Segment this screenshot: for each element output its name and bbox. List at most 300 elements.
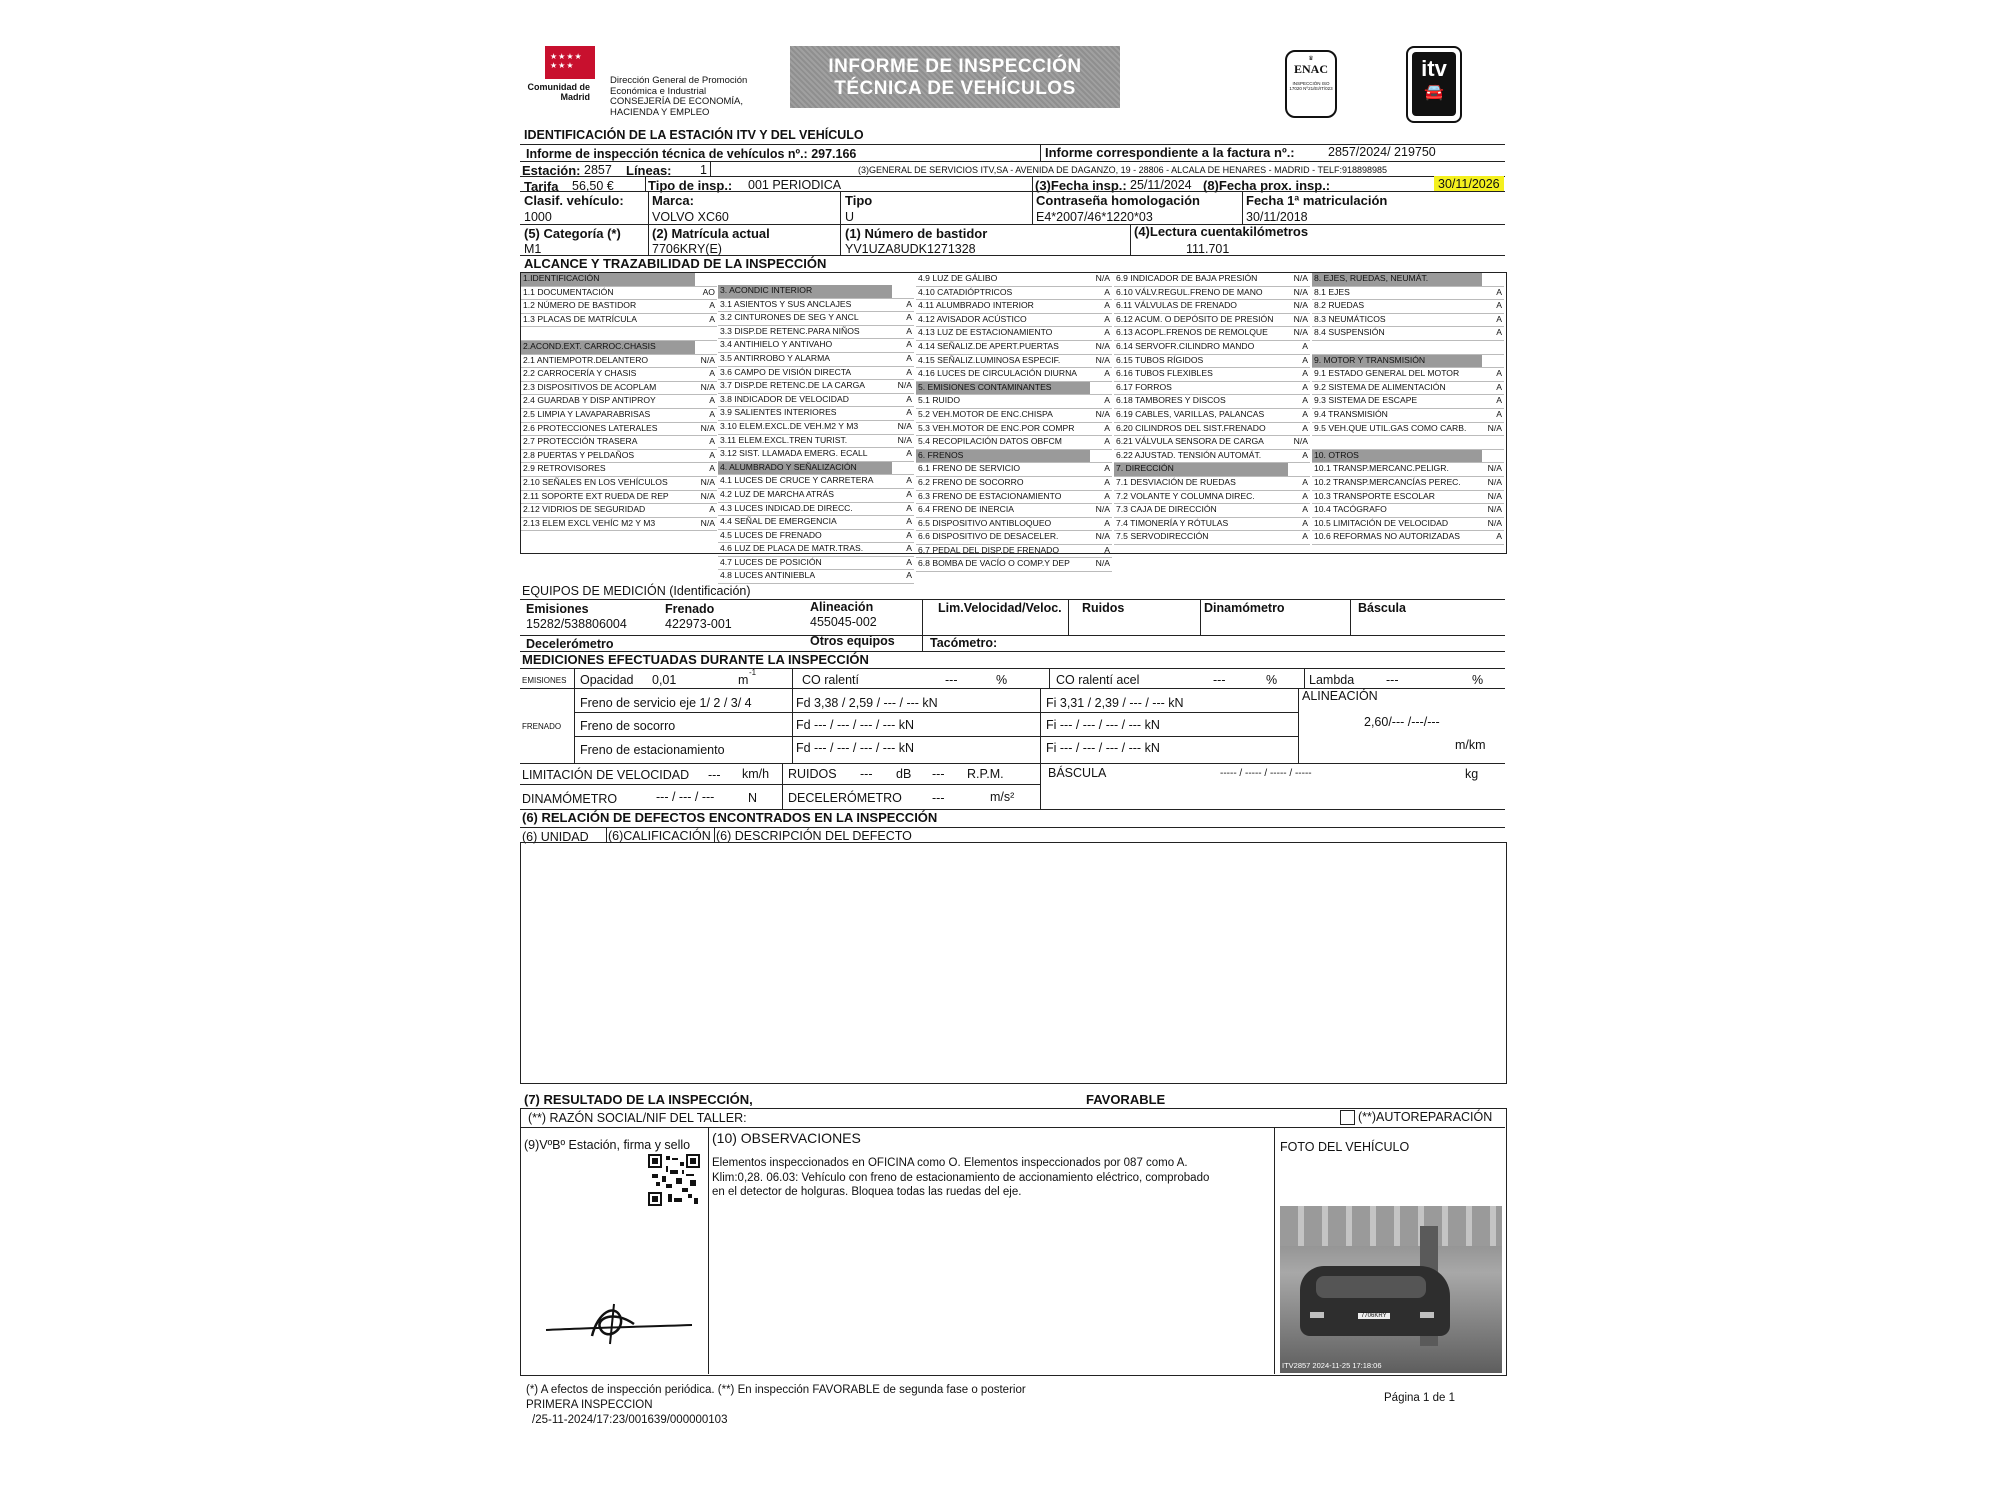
- scope-item-name: 4.5 LUCES DE FRENADO: [720, 529, 822, 540]
- scope-item-name: 2.13 ELEM EXCL VEHÍC M2 Y M3: [523, 517, 656, 528]
- scope-item: [718, 448, 914, 462]
- scope-item: [1114, 436, 1310, 450]
- scope-item-name: 7.1 DESVIACIÓN DE RUEDAS: [1116, 476, 1236, 487]
- scope-item-result: A: [906, 339, 912, 350]
- meas-emisiones-side: EMISIONES: [522, 676, 567, 685]
- scope-item-name: 10. OTROS: [1312, 450, 1482, 463]
- scope-item-result: N/A: [700, 354, 715, 365]
- tariff-label: Tarifa: [524, 179, 559, 194]
- scope-item: [1114, 504, 1310, 518]
- scope-group-header: [1114, 463, 1310, 477]
- scope-item: [916, 395, 1112, 409]
- scope-item-name: 3.6 CAMPO DE VISIÓN DIRECTA: [720, 366, 852, 377]
- scope-item-name: 4.11 ALUMBRADO INTERIOR: [918, 300, 1034, 311]
- scope-item-name: 10.2 TRANSP.MERCANCÍAS PEREC.: [1314, 476, 1461, 487]
- scope-item-result: A: [1104, 544, 1110, 555]
- meas-frenado-side: FRENADO: [522, 722, 562, 731]
- result-value: FAVORABLE: [1086, 1092, 1166, 1107]
- scope-item: [718, 339, 914, 353]
- scope-item-result: N/A: [1293, 313, 1308, 324]
- scope-item-name: 7.5 SERVODIRECCIÓN: [1116, 531, 1209, 542]
- scope-item-name: 2.8 PUERTAS Y PELDAÑOS: [523, 449, 635, 460]
- scope-group-header: [916, 382, 1112, 396]
- vb-label: (9)VºBº Estación, firma y sello: [524, 1138, 691, 1152]
- scope-item-result: A: [1104, 463, 1110, 474]
- department-text: Dirección General de Promoción Económica e Industrial CONSEJERÍA DE ECONOMÍA, HACIENDA Y EMPLEO: [610, 75, 748, 118]
- scope-item-result: N/A: [700, 490, 715, 501]
- eq-alineacion-label: Alineación: [810, 600, 874, 614]
- scope-item-result: [1090, 450, 1112, 463]
- scope-item: [718, 326, 914, 340]
- scope-group-header: [1312, 450, 1504, 464]
- photo-plate: 7706KRY: [1358, 1313, 1390, 1319]
- scope-item: [718, 543, 914, 557]
- eq-emisiones-label: Emisiones: [526, 602, 589, 616]
- scope-item-result: [892, 462, 914, 475]
- eq-alineacion-value: 455045-002: [810, 615, 877, 629]
- scope-item-name: 6.9 INDICADOR DE BAJA PRESIÓN: [1116, 273, 1258, 283]
- scope-item-result: A: [709, 300, 715, 311]
- page-number: Página 1 de 1: [1384, 1392, 1455, 1404]
- next-date-label: (8)Fecha prox. insp.:: [1203, 178, 1331, 193]
- scope-item-result: A: [1302, 517, 1308, 528]
- station-value: 2857: [584, 163, 612, 177]
- scope-item-name: 9.4 TRANSMISIÓN: [1314, 408, 1388, 419]
- scope-item-name: 4.10 CATADIÓPTRICOS: [918, 286, 1013, 297]
- scope-item: [718, 489, 914, 503]
- scope-item-result: A: [1104, 490, 1110, 501]
- limvel-value: ---: [708, 768, 721, 782]
- scope-item: [521, 409, 717, 423]
- freno-servicio-label: Freno de servicio eje 1/ 2 / 3/ 4: [580, 696, 752, 710]
- scope-item: [718, 435, 914, 449]
- scope-item: [521, 382, 717, 396]
- scope-item-result: A: [906, 570, 912, 581]
- eq-bascula-label: Báscula: [1358, 601, 1406, 615]
- scope-item-name: 6.11 VÁLVULAS DE FRENADO: [1116, 300, 1237, 311]
- lines-label: Líneas:: [626, 163, 672, 178]
- scope-item: [521, 368, 717, 382]
- first-reg-value: 30/11/2018: [1246, 210, 1308, 224]
- scope-item: [916, 423, 1112, 437]
- scope-item-result: A: [1104, 313, 1110, 324]
- type-label: Tipo: [845, 193, 873, 208]
- ruidos-value: ---: [860, 767, 873, 781]
- scope-item-name: 10.1 TRANSP.MERCANC.PELIGR.: [1314, 463, 1449, 474]
- eq-emisiones-value: 15282/538806004: [526, 617, 627, 631]
- scope-item-result: [892, 285, 914, 298]
- homolog-value: E4*2007/46*1220*03: [1036, 210, 1153, 224]
- scope-item-result: A: [1104, 327, 1110, 338]
- ident-section-title: IDENTIFICACIÓN DE LA ESTACIÓN ITV Y DEL VEHÍCULO: [524, 128, 864, 142]
- scope-item: [1114, 341, 1310, 355]
- scope-item-result: [695, 341, 717, 354]
- scope-item: [1114, 477, 1310, 491]
- scope-item-name: 4.16 LUCES DE CIRCULACIÓN DIURNA: [918, 368, 1078, 379]
- scope-item-result: A: [906, 488, 912, 499]
- scope-item-name: 4. ALUMBRADO Y SEÑALIZACIÓN: [718, 462, 892, 475]
- scope-item-name: 8.3 NEUMÁTICOS: [1314, 313, 1386, 324]
- scope-item-name: 6.13 ACOPL.FRENOS DE REMOLQUE: [1116, 327, 1268, 338]
- scope-item: [916, 436, 1112, 450]
- scope-item-name: 10.4 TACÓGRAFO: [1314, 504, 1387, 515]
- scope-item-result: A: [1302, 490, 1308, 501]
- scope-item-result: N/A: [1095, 354, 1110, 365]
- scope-item: [916, 531, 1112, 545]
- scope-item-name: 6.19 CABLES, VARILLAS, PALANCAS: [1116, 408, 1265, 419]
- inspection-report: [520, 46, 1510, 1486]
- scope-item-result: A: [1496, 531, 1502, 542]
- autorep-checkbox[interactable]: [1340, 1110, 1355, 1125]
- station-address: (3)GENERAL DE SERVICIOS ITV,SA - AVENIDA DE DAGANZO, 19 - 28806 - ALCALA DE HENARES - MADRID - TELF:918898985: [858, 165, 1388, 175]
- scope-item-name: 9.5 VEH.QUE UTIL.GAS COMO CARB.: [1314, 422, 1467, 433]
- eq-decelerometro-label: Decelerómetro: [526, 637, 614, 651]
- scope-item: [718, 299, 914, 313]
- scope-item-result: [1288, 463, 1310, 476]
- alineacion-value: 2,60/--- /---/---: [1364, 715, 1440, 729]
- rpm-value: ---: [932, 767, 945, 781]
- scope-item: [1114, 287, 1310, 301]
- fd-servicio: Fd 3,38 / 2,59 / --- / --- kN: [796, 696, 938, 710]
- eq-frenado-label: Frenado: [665, 602, 715, 616]
- scope-item: [1312, 327, 1504, 341]
- scope-item-result: N/A: [1487, 463, 1502, 474]
- freno-socorro-label: Freno de socorro: [580, 719, 676, 733]
- vehicle-photo: [1280, 1206, 1502, 1373]
- scope-item-name: 3.9 SALIENTES INTERIORES: [720, 407, 837, 418]
- scope-item: [1312, 531, 1504, 545]
- result-title: (7) RESULTADO DE LA INSPECCIÓN,: [524, 1092, 753, 1107]
- scope-item-name: [1312, 436, 1482, 449]
- scope-item-result: A: [1302, 422, 1308, 433]
- scope-item: [1114, 273, 1310, 287]
- scope-item-name: 1.IDENTIFICACIÓN: [521, 273, 695, 286]
- scope-item-result: N/A: [1487, 504, 1502, 515]
- fd-socorro: Fd --- / --- / --- / --- kN: [796, 718, 915, 732]
- scope-item-result: N/A: [897, 380, 912, 391]
- scope-item: [1114, 355, 1310, 369]
- title-line-1: INFORME DE INSPECCIÓN: [828, 56, 1082, 77]
- defects-box: [520, 842, 1507, 1084]
- scope-item-name: 6.18 TAMBORES Y DISCOS: [1116, 395, 1226, 406]
- odometer-value: 111.701: [1186, 242, 1230, 256]
- car-icon: 🚘: [1424, 84, 1444, 101]
- stars-icon: ★★★★ ★★★: [550, 52, 583, 70]
- scope-item-result: [1482, 273, 1504, 286]
- scope-item: [521, 300, 717, 314]
- scope-item: [1312, 491, 1504, 505]
- scope-group-header: [1312, 355, 1504, 369]
- scope-item-result: N/A: [700, 517, 715, 528]
- scope-item-result: A: [1104, 422, 1110, 433]
- scope-item: [718, 421, 914, 435]
- scope-item-name: 2.9 RETROVISORES: [523, 463, 606, 474]
- scope-item-result: A: [1302, 408, 1308, 419]
- scope-item-result: N/A: [700, 476, 715, 487]
- scope-group-header: [718, 462, 914, 476]
- scope-item-name: 6.20 CILINDROS DEL SIST.FRENADO: [1116, 422, 1266, 433]
- scope-item-result: N/A: [1293, 286, 1308, 297]
- footer-code: /25-11-2024/17:23/001639/000000103: [532, 1414, 728, 1426]
- dinamometro-unit: N: [748, 791, 758, 805]
- scope-item-result: A: [709, 436, 715, 447]
- scope-item-result: A: [709, 449, 715, 460]
- scope-item: [1114, 327, 1310, 341]
- insp-type-value: 001 PERIODICA: [748, 178, 842, 192]
- scope-item-result: A: [1302, 449, 1308, 460]
- fi-socorro: Fi --- / --- / --- / --- kN: [1046, 718, 1160, 732]
- scope-item: [1312, 368, 1504, 382]
- scope-item-name: 2.12 VIDRIOS DE SEGURIDAD: [523, 504, 646, 515]
- eq-tacometro-label: Tacómetro:: [930, 636, 998, 650]
- scope-item-result: N/A: [1293, 300, 1308, 311]
- scope-item-name: 4.12 AVISADOR ACÚSTICO: [918, 313, 1027, 324]
- scope-item-result: N/A: [1095, 558, 1110, 569]
- defects-title: (6) RELACIÓN DE DEFECTOS ENCONTRADOS EN LA INSPECCIÓN: [522, 810, 938, 825]
- scope-item-name: 7. DIRECCIÓN: [1114, 463, 1288, 476]
- scope-item-result: A: [906, 543, 912, 554]
- scope-item-name: 3.3 DISP.DE RETENC.PARA NIÑOS: [720, 325, 860, 336]
- scope-item-name: 1.1 DOCUMENTACIÓN: [523, 286, 614, 297]
- qr-code-icon: [648, 1154, 700, 1206]
- photo-label: FOTO DEL VEHÍCULO: [1280, 1140, 1410, 1154]
- co-acel-pct: %: [1266, 673, 1278, 687]
- scope-item-name: 2.5 LIMPIA Y LAVAPARABRISAS: [523, 408, 651, 419]
- type-value: U: [845, 210, 855, 224]
- scope-item: [1114, 531, 1310, 545]
- scope-item-result: N/A: [1095, 408, 1110, 419]
- clasif-label: Clasif. vehículo:: [524, 193, 624, 208]
- scope-item-result: A: [709, 368, 715, 379]
- bascula-unit: kg: [1465, 767, 1479, 781]
- scope-item-result: A: [1302, 476, 1308, 487]
- scope-item-result: N/A: [897, 420, 912, 431]
- scope-item-result: A: [709, 504, 715, 515]
- workshop-label: (**) RAZÓN SOCIAL/NIF DEL TALLER:: [528, 1111, 747, 1125]
- scope-item: [521, 423, 717, 437]
- scope-item-name: 3.2 CINTURONES DE SEG Y ANCL: [720, 312, 859, 323]
- opacidad-value: 0,01: [652, 673, 677, 687]
- scope-item: [916, 477, 1112, 491]
- scope-col-5: [1312, 273, 1504, 545]
- scope-item-result: A: [906, 407, 912, 418]
- scope-item-name: 10.3 TRANSPORTE ESCOLAR: [1314, 490, 1435, 501]
- scope-item-name: 2.2 CARROCERÍA Y CHASIS: [523, 368, 637, 379]
- scope-item-name: [521, 327, 695, 340]
- homolog-label: Contraseña homologación: [1036, 193, 1200, 208]
- scope-item-result: A: [1496, 408, 1502, 419]
- scope-item: [1312, 504, 1504, 518]
- scope-item-result: A: [1104, 476, 1110, 487]
- scope-item-result: [1090, 382, 1112, 395]
- eq-frenado-value: 422973-001: [665, 617, 732, 631]
- scope-item-result: N/A: [700, 381, 715, 392]
- scope-item-result: A: [1302, 354, 1308, 365]
- scope-item-name: 2.3 DISPOSITIVOS DE ACOPLAM: [523, 381, 657, 392]
- scope-item: [916, 355, 1112, 369]
- scope-item-name: 4.7 LUCES DE POSICIÓN: [720, 556, 822, 567]
- scope-item-result: A: [1104, 286, 1110, 297]
- scope-item-result: N/A: [1487, 476, 1502, 487]
- scope-item-name: 2.4 GUARDAB Y DISP ANTIPROY: [523, 395, 656, 406]
- scope-item-result: A: [1496, 381, 1502, 392]
- scope-item: [521, 395, 717, 409]
- scope-item-result: A: [709, 313, 715, 324]
- scope-col-1: [521, 273, 717, 531]
- scope-item-result: [1482, 341, 1504, 354]
- scope-item: [521, 504, 717, 518]
- scope-item-name: 4.14 SEÑALIZ.DE APERT.PUERTAS: [918, 340, 1059, 351]
- scope-item-result: A: [1104, 436, 1110, 447]
- scope-item: [916, 273, 1112, 287]
- scope-item-name: 2.1 ANTIEMPOTR.DELANTERO: [523, 354, 649, 365]
- scope-item-name: 6.6 DISPOSITIVO DE DESACELER.: [918, 531, 1059, 542]
- scope-item-result: N/A: [1487, 517, 1502, 528]
- scope-item-result: N/A: [1293, 273, 1308, 283]
- scope-item-name: 8. EJES, RUEDAS, NEUMÁT.: [1312, 273, 1482, 286]
- dinamometro-value: --- / --- / ---: [656, 790, 715, 804]
- scope-item-name: 9.3 SISTEMA DE ESCAPE: [1314, 395, 1418, 406]
- plate-value: 7706KRY(E): [652, 242, 722, 256]
- scope-item-result: A: [906, 448, 912, 459]
- scope-item-name: 9.1 ESTADO GENERAL DEL MOTOR: [1314, 368, 1460, 379]
- scope-item-name: 2.ACOND.EXT. CARROC.CHASIS: [521, 341, 695, 354]
- scope-item: [718, 367, 914, 381]
- scope-item-name: 9. MOTOR Y TRANSMISIÓN: [1312, 355, 1482, 368]
- co-acel-label: CO ralentí acel: [1056, 673, 1140, 687]
- fi-estac: Fi --- / --- / --- / --- kN: [1046, 741, 1160, 755]
- lambda-value: ---: [1386, 673, 1399, 687]
- scope-item: [1114, 450, 1310, 464]
- eq-dinamometro-label: Dinamómetro: [1204, 601, 1285, 615]
- scope-item-name: 5.3 VEH.MOTOR DE ENC.POR COMPR: [918, 422, 1075, 433]
- scope-item: [521, 436, 717, 450]
- scope-col-3: [916, 273, 1112, 572]
- scope-item-result: [1482, 436, 1504, 449]
- scope-item-name: 7.2 VOLANTE Y COLUMNA DIREC.: [1116, 490, 1255, 501]
- scope-col-2: [718, 285, 914, 584]
- scope-item-name: 5.2 VEH.MOTOR DE ENC.CHISPA: [918, 408, 1053, 419]
- co-ralenti-pct: %: [996, 673, 1008, 687]
- scope-item: [1114, 409, 1310, 423]
- scope-item-name: 4.2 LUZ DE MARCHA ATRÁS: [720, 488, 834, 499]
- decel-unit: m/s²: [990, 790, 1015, 804]
- scope-item: [521, 355, 717, 369]
- scope-item: [1312, 463, 1504, 477]
- observations-text: Elementos inspeccionados en OFICINA como O. Elementos inspeccionados por 087 como A. Klim:0,28. 06.03: Vehículo con freno de estacionamiento de accionamiento eléctrico, comprobado en el detector de holguras. Bloquea todas las ruedas del eje.: [712, 1157, 1210, 1198]
- scope-item-result: A: [1302, 531, 1308, 542]
- scope-group-header: [916, 450, 1112, 464]
- scope-item-name: 6.21 VÁLVULA SENSORA DE CARGA: [1116, 436, 1264, 447]
- opacidad-unit: m: [738, 673, 749, 687]
- insp-date-label: (3)Fecha insp.:: [1035, 178, 1127, 193]
- defects-unit-label: (6) UNIDAD: [522, 830, 589, 844]
- scope-item: [718, 516, 914, 530]
- category-label: (5) Categoría (*): [524, 226, 621, 241]
- scope-item: [1312, 314, 1504, 328]
- scope-item: [916, 491, 1112, 505]
- scope-item-result: A: [906, 352, 912, 363]
- scope-item-name: 6. FRENOS: [916, 450, 1090, 463]
- scope-item-name: 4.1 LUCES DE CRUCE Y CARRETERA: [720, 475, 874, 486]
- scope-item-name: 6.22 AJUSTAD. TENSIÓN AUTOMÁT.: [1116, 449, 1262, 460]
- scope-item-result: A: [1496, 300, 1502, 311]
- co-acel-value: ---: [1213, 673, 1226, 687]
- scope-item-name: 4.9 LUZ DE GÁLIBO: [918, 273, 998, 283]
- brand-value: VOLVO XC60: [652, 210, 729, 224]
- scope-item-name: 3.12 SIST. LLAMADA EMERG. ECALL: [720, 448, 868, 459]
- scope-item-result: A: [709, 463, 715, 474]
- scope-item-name: 4.4 SEÑAL DE EMERGENCIA: [720, 516, 837, 527]
- scope-item-result: A: [709, 395, 715, 406]
- scope-item-result: A: [906, 516, 912, 527]
- next-date-value: 30/11/2026: [1434, 176, 1504, 192]
- decel-value: ---: [932, 791, 945, 805]
- scope-item-name: 6.7 PEDAL DEL DISP.DE FRENADO: [918, 544, 1060, 555]
- scope-item-result: [1482, 355, 1504, 368]
- scope-item-name: 6.5 DISPOSITIVO ANTIBLOQUEO: [918, 517, 1052, 528]
- scope-item: [916, 341, 1112, 355]
- scope-item: [916, 518, 1112, 532]
- scope-item-name: 6.3 FRENO DE ESTACIONAMIENTO: [918, 490, 1062, 501]
- scope-group-header: [718, 285, 914, 299]
- equipment-title: EQUIPOS DE MEDICIÓN (Identificación): [522, 584, 751, 598]
- station-label: Estación:: [522, 163, 581, 178]
- scope-item: [1312, 300, 1504, 314]
- scope-item: [1312, 341, 1504, 355]
- scope-item-result: A: [1496, 313, 1502, 324]
- scope-item-result: N/A: [1293, 436, 1308, 447]
- scope-item: [1312, 382, 1504, 396]
- ruidos-label: RUIDOS: [788, 767, 837, 781]
- vin-label: (1) Número de bastidor: [845, 226, 988, 241]
- brand-label: Marca:: [652, 193, 694, 208]
- autorep-label: (**)AUTOREPARACIÓN: [1358, 1110, 1493, 1124]
- insp-date-value: 25/11/2024: [1130, 178, 1192, 192]
- scope-item: [1114, 518, 1310, 532]
- scope-item-name: 5.1 RUIDO: [918, 395, 961, 406]
- scope-item-result: N/A: [1095, 273, 1110, 283]
- scope-group-header: [521, 273, 717, 287]
- scope-item-result: [695, 273, 717, 286]
- vin-value: YV1UZA8UDK1271328: [845, 242, 976, 256]
- scope-item-result: AO: [702, 286, 715, 297]
- scope-item: [521, 314, 717, 328]
- scope-item-name: 4.6 LUZ DE PLACA DE MATR.TRAS.: [720, 543, 864, 554]
- scope-item-result: N/A: [897, 434, 912, 445]
- scope-item-result: N/A: [1293, 327, 1308, 338]
- dinamometro-label: DINAMÓMETRO: [522, 792, 618, 806]
- scope-item-name: 6.4 FRENO DE INERCIA: [918, 504, 1014, 515]
- scope-item-name: 3.8 INDICADOR DE VELOCIDAD: [720, 393, 849, 404]
- scope-item: [718, 557, 914, 571]
- scope-item-result: [1482, 450, 1504, 463]
- scope-item: [916, 327, 1112, 341]
- scope-item-name: 3.1 ASIENTOS Y SUS ANCLAJES: [720, 298, 852, 309]
- scope-item: [916, 314, 1112, 328]
- fd-estac: Fd --- / --- / --- / --- kN: [796, 741, 915, 755]
- scope-item-result: A: [1302, 368, 1308, 379]
- scope-item-name: 4.15 SEÑALIZ.LUMINOSA ESPECIF.: [918, 354, 1061, 365]
- measurements-title: MEDICIONES EFECTUADAS DURANTE LA INSPECCIÓN: [522, 652, 869, 667]
- scope-item: [916, 545, 1112, 559]
- scope-item-name: 6.12 ACUM. O DEPÓSITO DE PRESIÓN: [1116, 313, 1274, 324]
- scope-item-result: A: [1496, 368, 1502, 379]
- scope-item-name: 3.11 ELEM.EXCL.TREN TURIST.: [720, 434, 848, 445]
- scope-item: [718, 394, 914, 408]
- scope-item: [521, 463, 717, 477]
- decel-label: DECELERÓMETRO: [788, 791, 902, 805]
